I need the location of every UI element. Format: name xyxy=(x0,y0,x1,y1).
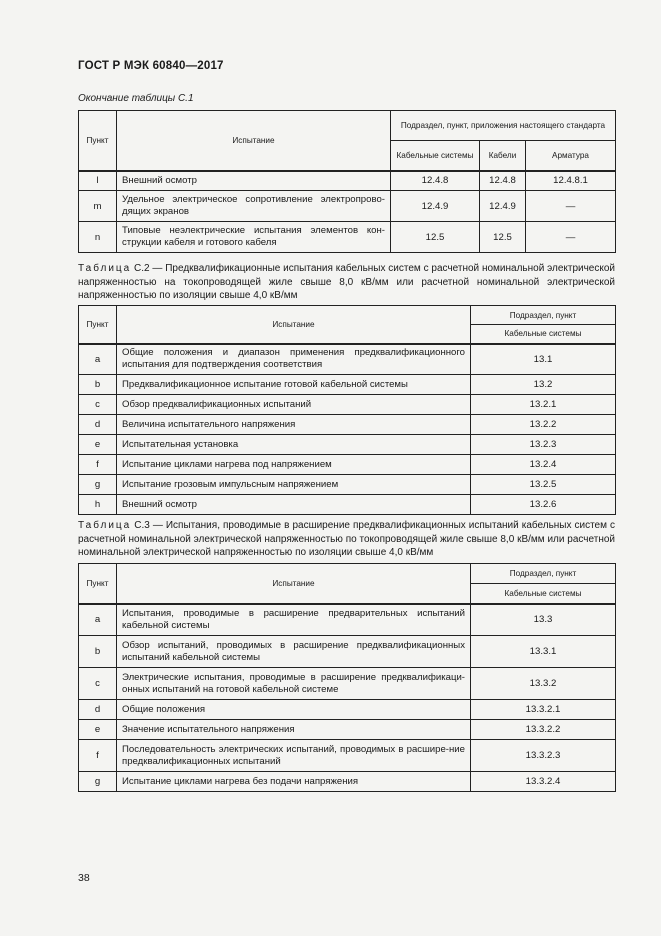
systems-cell: 12.5 xyxy=(391,222,480,253)
test-cell: Электрические испытания, проводимые в расширение предквалификаци-онных испытаний на готовой кабельной системе xyxy=(117,668,471,700)
item-cell: f xyxy=(79,455,117,475)
table-c3-caption xyxy=(78,519,615,560)
test-cell: Внешний осмотр xyxy=(117,495,471,515)
cables-cell: 12.4.9 xyxy=(480,191,526,222)
item-cell: a xyxy=(79,604,117,636)
table-c1-header-cables: Кабели xyxy=(480,141,526,171)
table-c3-header-test: Испытание xyxy=(117,564,471,604)
ref-cell: 13.3.2.2 xyxy=(471,720,616,740)
table-row xyxy=(79,415,616,435)
cables-cell: 12.5 xyxy=(480,222,526,253)
test-cell: Внешний осмотр xyxy=(117,171,391,191)
ref-cell: 13.2.6 xyxy=(471,495,616,515)
table-row xyxy=(79,375,616,395)
test-cell: Типовые неэлектрические испытания элементов кон-струкции кабеля и готового кабеля xyxy=(117,222,391,253)
item-cell: h xyxy=(79,495,117,515)
item-cell: g xyxy=(79,475,117,495)
table-row xyxy=(79,720,616,740)
item-cell: l xyxy=(79,171,117,191)
table-c2 xyxy=(78,305,616,515)
table-c3-caption-label: Таблица xyxy=(78,520,132,531)
table-row xyxy=(79,700,616,720)
ref-cell: 13.3.2.1 xyxy=(471,700,616,720)
table-row xyxy=(79,475,616,495)
table-row xyxy=(79,171,616,191)
table-row xyxy=(79,668,616,700)
ref-cell: 13.1 xyxy=(471,344,616,375)
table-c3-caption-text: С.3 — Испытания, проводимые в расширение предквалификационных испытаний кабельных систем с расчетной номинальной электрической напряженностью по токопроводящей жиле свыше 8,0 кВ/мм или расчетной номинальной электрической напряженностью по изоляции свыше 4,0 кВ/мм xyxy=(78,520,616,558)
test-cell: Значение испытательного напряжения xyxy=(117,720,471,740)
test-cell: Предквалификационное испытание готовой кабельной системы xyxy=(117,375,471,395)
ref-cell: 13.2.1 xyxy=(471,395,616,415)
table-row xyxy=(79,604,616,636)
test-cell: Испытательная установка xyxy=(117,435,471,455)
ref-cell: 13.2 xyxy=(471,375,616,395)
table-c2-header-item: Пункт xyxy=(79,306,117,344)
accessories-cell: — xyxy=(526,191,616,222)
systems-cell: 12.4.8 xyxy=(391,171,480,191)
item-cell: e xyxy=(79,720,117,740)
table-c1-header-item: Пункт xyxy=(79,111,117,171)
table-c1-header-section: Подраздел, пункт, приложения настоящего стандарта xyxy=(391,111,616,141)
ref-cell: 13.2.2 xyxy=(471,415,616,435)
table-c2-header-section: Подраздел, пункт xyxy=(471,306,616,325)
table-row xyxy=(79,772,616,792)
test-cell: Последовательность электрических испытаний, проводимых в расшире-ние предквалификационных испытаний xyxy=(117,740,471,772)
table-c1 xyxy=(78,110,616,253)
ref-cell: 13.3.2 xyxy=(471,668,616,700)
table-c2-header-test: Испытание xyxy=(117,306,471,344)
table-c3 xyxy=(78,563,616,792)
item-cell: c xyxy=(79,395,117,415)
table-row xyxy=(79,740,616,772)
table-c2-header-systems: Кабельные системы xyxy=(471,325,616,344)
ref-cell: 13.2.5 xyxy=(471,475,616,495)
item-cell: m xyxy=(79,191,117,222)
item-cell: e xyxy=(79,435,117,455)
table-c3-header-systems: Кабельные системы xyxy=(471,584,616,604)
test-cell: Испытание циклами нагрева без подачи напряжения xyxy=(117,772,471,792)
item-cell: a xyxy=(79,344,117,375)
table-row xyxy=(79,636,616,668)
item-cell: d xyxy=(79,415,117,435)
item-cell: b xyxy=(79,636,117,668)
test-cell: Общие положения xyxy=(117,700,471,720)
test-cell: Испытание грозовым импульсным напряжением xyxy=(117,475,471,495)
table-c1-header-systems: Кабельные системы xyxy=(391,141,480,171)
table-row xyxy=(79,191,616,222)
item-cell: g xyxy=(79,772,117,792)
item-cell: f xyxy=(79,740,117,772)
ref-cell: 13.2.4 xyxy=(471,455,616,475)
test-cell: Испытание циклами нагрева под напряжением xyxy=(117,455,471,475)
table-c3-header-item: Пункт xyxy=(79,564,117,604)
table-c1-header-test: Испытание xyxy=(117,111,391,171)
item-cell: n xyxy=(79,222,117,253)
table-c3-header-section: Подраздел, пункт xyxy=(471,564,616,584)
accessories-cell: 12.4.8.1 xyxy=(526,171,616,191)
ref-cell: 13.3.2.3 xyxy=(471,740,616,772)
test-cell: Обзор испытаний, проводимых в расширение предквалификационных испытаний кабельной системы xyxy=(117,636,471,668)
item-cell: b xyxy=(79,375,117,395)
table-c2-caption xyxy=(78,262,615,303)
cables-cell: 12.4.8 xyxy=(480,171,526,191)
accessories-cell: — xyxy=(526,222,616,253)
ref-cell: 13.2.3 xyxy=(471,435,616,455)
ref-cell: 13.3 xyxy=(471,604,616,636)
table-c1-caption: Окончание таблицы С.1 xyxy=(78,93,194,104)
document-title: ГОСТ Р МЭК 60840—2017 xyxy=(78,60,224,72)
table-row xyxy=(79,344,616,375)
table-c2-caption-text: С.2 — Предквалификационные испытания кабельных систем с расчетной номинальной электрической напряженностью на токопроводящей жиле свыше 8,0 кВ/мм или расчетной номинальной электрической напряженностью по изоляции свыше 4,0 кВ/мм xyxy=(78,263,616,301)
systems-cell: 12.4.9 xyxy=(391,191,480,222)
table-c1-header-accessories: Арматура xyxy=(526,141,616,171)
table-row xyxy=(79,495,616,515)
table-c2-caption-label: Таблица xyxy=(78,263,132,274)
item-cell: d xyxy=(79,700,117,720)
page-number: 38 xyxy=(78,872,90,884)
item-cell: c xyxy=(79,668,117,700)
table-row xyxy=(79,395,616,415)
ref-cell: 13.3.1 xyxy=(471,636,616,668)
test-cell: Величина испытательного напряжения xyxy=(117,415,471,435)
ref-cell: 13.3.2.4 xyxy=(471,772,616,792)
table-row xyxy=(79,455,616,475)
test-cell: Испытания, проводимые в расширение предварительных испытаний кабельной системы xyxy=(117,604,471,636)
table-row xyxy=(79,222,616,253)
test-cell: Обзор предквалификационных испытаний xyxy=(117,395,471,415)
test-cell: Удельное электрическое сопротивление электропрово-дящих экранов xyxy=(117,191,391,222)
test-cell: Общие положения и диапазон применения предквалификационного испытания для подтверждения соответствия xyxy=(117,344,471,375)
table-row xyxy=(79,435,616,455)
